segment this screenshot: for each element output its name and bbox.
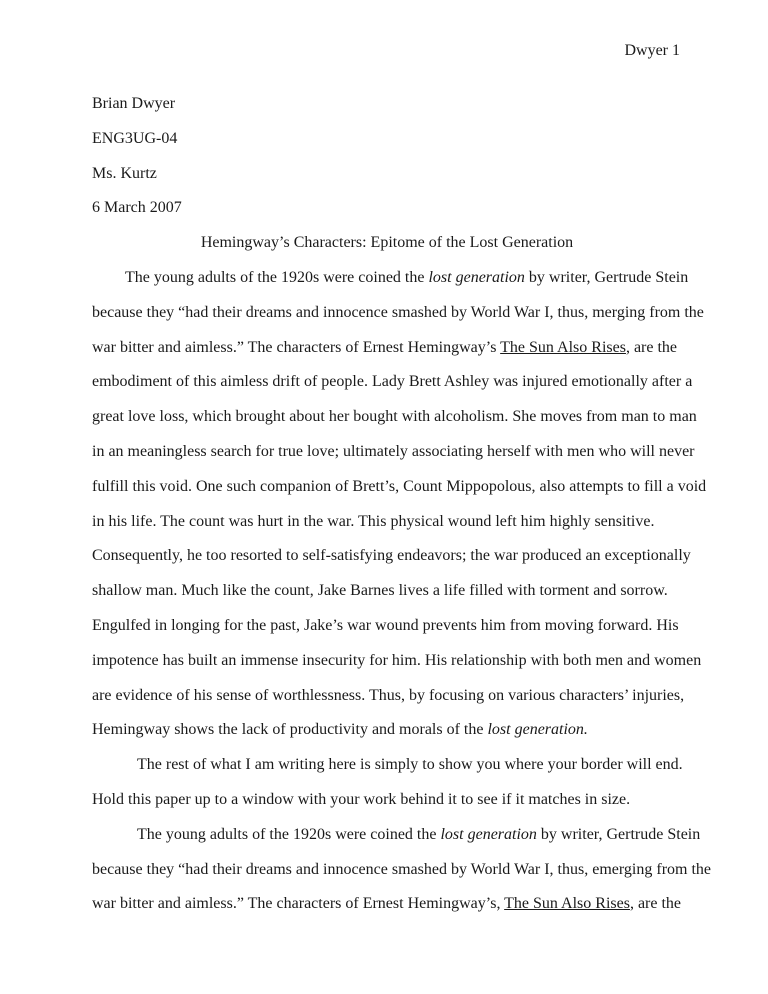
paragraph-1-line: great love loss, which brought about her bought with alcoholism. She moves from man to man [92, 408, 697, 426]
paragraph-1-line: embodiment of this aimless drift of people. Lady Brett Ashley was injured emotionally after a [92, 373, 693, 391]
paragraph-3-line: because they “had their dreams and innocence smashed by World War I, thus, emerging from the [92, 860, 712, 878]
paragraph-1-line: The young adults of the 1920s were coined the lost generation by writer, Gertrude Stein [125, 268, 689, 286]
paragraph-2-line: The rest of what I am writing here is simply to show you where your border will end. [137, 756, 683, 774]
paragraph-1-line: Hemingway shows the lack of productivity and morals of the lost generation. [92, 721, 588, 739]
course-code: ENG3UG-04 [92, 129, 178, 147]
book-title: The Sun Also Rises [504, 895, 630, 913]
paragraph-1-line: are evidence of his sense of worthlessness. Thus, by focusing on various characters’ injuries, [92, 686, 685, 704]
paragraph-1-line: shallow man. Much like the count, Jake Barnes lives a life filled with torment and sorrow. [92, 582, 668, 600]
paragraph-1-line: Consequently, he too resorted to self-satisfying endeavors; the war produced an exceptionally [92, 547, 691, 565]
paragraph-1-line: fulfill this void. One such companion of Brett’s, Count Mippopolous, also attempts to fill a void [92, 477, 707, 495]
book-title: The Sun Also Rises [500, 338, 626, 356]
paragraph-1-line: impotence has built an immense insecurity for him. His relationship with both men and women [92, 651, 702, 669]
paragraph-1-line: Engulfed in longing for the past, Jake’s war wound prevents him from moving forward. His [92, 616, 679, 634]
paragraph-3-line: The young adults of the 1920s were coined the lost generation by writer, Gertrude Stein [137, 825, 701, 843]
essay-title: Hemingway’s Characters: Epitome of the Lost Generation [200, 234, 574, 252]
paragraph-1-line: because they “had their dreams and innocence smashed by World War I, thus, merging from the [92, 303, 704, 321]
paragraph-1-line: in an meaningless search for true love; ultimately associating herself with men who will never [92, 442, 695, 460]
student-name: Brian Dwyer [92, 95, 176, 112]
running-head: Dwyer 1 [624, 42, 680, 59]
paragraph-3-line: war bitter and aimless.” The characters of Ernest Hemingway’s, The Sun Also Rises, are the [92, 895, 682, 913]
emphasis: lost generation [428, 268, 525, 286]
document-body [92, 87, 712, 922]
paragraph-1-line: in his life. The count was hurt in the war. This physical wound left him highly sensitive. [92, 512, 655, 530]
emphasis: lost generation [440, 825, 537, 843]
teacher-name: Ms. Kurtz [92, 164, 157, 182]
paragraph-1-line: war bitter and aimless.” The characters of Ernest Hemingway’s The Sun Also Rises, are the [92, 338, 678, 356]
emphasis: lost generation. [487, 721, 588, 739]
date: 6 March 2007 [92, 199, 182, 217]
paragraph-2-line: Hold this paper up to a window with your work behind it to see if it matches in size. [92, 790, 631, 808]
